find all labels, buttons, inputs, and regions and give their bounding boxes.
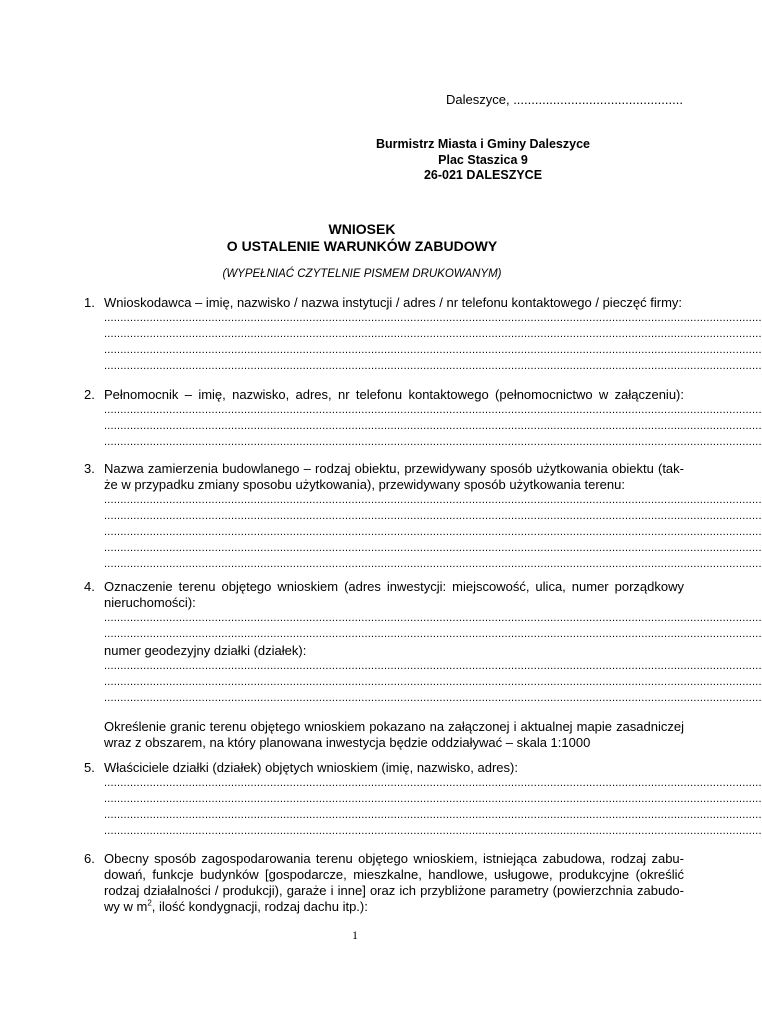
fill-line[interactable]: ..........................................................................................................................................................................................................	[104, 404, 762, 416]
fill-line[interactable]: ..........................................................................................................................................................................................................	[104, 494, 762, 506]
map-note-line: wraz z obszarem, na który planowana inwestycja będzie oddziaływać – skala 1:1000	[104, 735, 591, 750]
fill-line[interactable]: ..........................................................................................................................................................................................................	[104, 542, 762, 554]
fill-line[interactable]: ..........................................................................................................................................................................................................	[104, 628, 762, 640]
fill-line[interactable]: ..........................................................................................................................................................................................................	[104, 436, 762, 448]
fill-line[interactable]: ..........................................................................................................................................................................................................	[104, 510, 762, 522]
section-number: 5.	[84, 760, 95, 775]
section-5-owners	[84, 760, 762, 840]
fill-line[interactable]: ..........................................................................................................................................................................................................	[104, 312, 762, 324]
place-date-line: Daleszyce, ...............................................	[446, 92, 683, 107]
section-4-site	[84, 579, 762, 751]
fill-line[interactable]: ..........................................................................................................................................................................................................	[104, 825, 762, 837]
section-label-line: Oznaczenie terenu objętego wnioskiem (adres inwestycji: miejscowość, ulica, numer porządkowy	[104, 579, 684, 594]
section-label-line: wy w $m^2$, ilość kondygnacji, rodzaj dachu itp.):	[104, 898, 368, 914]
fill-line[interactable]: ..........................................................................................................................................................................................................	[104, 793, 762, 805]
fill-line[interactable]: ..........................................................................................................................................................................................................	[104, 660, 762, 672]
title-line-1: WNIOSEK	[328, 221, 396, 237]
fill-instruction: (WYPEŁNIAĆ CZYTELNIE PISMEM DRUKOWANYM)	[222, 268, 502, 280]
superscript-2: 2	[147, 898, 152, 908]
fill-line[interactable]: ..........................................................................................................................................................................................................	[104, 809, 762, 821]
fill-line[interactable]: ..........................................................................................................................................................................................................	[104, 777, 762, 789]
section-6-current-use	[84, 851, 684, 915]
section-number: 2.	[84, 387, 95, 402]
section-number: 6.	[84, 851, 95, 866]
title-line-2: O USTALENIE WARUNKÓW ZABUDOWY	[226, 238, 498, 254]
recipient-street: Plac Staszica 9	[438, 152, 528, 167]
fill-line[interactable]: ..........................................................................................................................................................................................................	[104, 612, 762, 624]
section-label-line: Nazwa zamierzenia budowlanego – rodzaj obiektu, przewidywany sposób użytkowania obiektu (tak-	[104, 461, 684, 476]
section-label-line: Obecny sposób zagospodarowania terenu objętego wnioskiem, istniejąca zabudowa, rodzaj zabu-	[104, 851, 684, 866]
section-label-line: że w przypadku zmiany sposobu użytkowania), przewidywany sposób użytkowania terenu:	[104, 477, 625, 492]
section-label-line: rodzaj działalności / produkcji), garaże i inne] oraz ich przybliżone parametry (powierzchnia zabudo-	[104, 883, 684, 898]
fill-line[interactable]: ..........................................................................................................................................................................................................	[104, 420, 762, 432]
fill-line[interactable]: ..........................................................................................................................................................................................................	[104, 558, 762, 570]
recipient-postal-city: 26-021 DALESZYCE	[423, 168, 543, 182]
section-1-applicant	[84, 295, 762, 375]
section-label: Wnioskodawca – imię, nazwisko / nazwa instytucji / adres / nr telefonu kontaktowego / pieczęć firmy:	[104, 295, 683, 310]
fill-line[interactable]: ..........................................................................................................................................................................................................	[104, 692, 762, 704]
recipient-address	[370, 137, 596, 184]
section-number: 4.	[84, 579, 95, 594]
section-number: 3.	[84, 461, 95, 476]
fill-line[interactable]: ..........................................................................................................................................................................................................	[104, 360, 762, 372]
section-number: 1.	[84, 295, 95, 310]
document-title	[120, 221, 604, 255]
map-note-line: Określenie granic terenu objętego wnioskiem pokazano na załączonej i aktualnej mapie zasadniczej	[104, 719, 684, 734]
fill-line[interactable]: ..........................................................................................................................................................................................................	[104, 526, 762, 538]
section-label: Pełnomocnik – imię, nazwisko, adres, nr telefonu kontaktowego (pełnomocnictwo w załączeniu):	[104, 387, 684, 402]
section-2-proxy	[84, 387, 762, 451]
fill-line[interactable]: ..........................................................................................................................................................................................................	[104, 344, 762, 356]
section-label: Właściciele działki (działek) objętych wnioskiem (imię, nazwisko, adres):	[104, 760, 518, 775]
section-3-project	[84, 461, 762, 573]
fill-line[interactable]: ..........................................................................................................................................................................................................	[104, 328, 762, 340]
recipient-office: Burmistrz Miasta i Gminy Daleszyce	[376, 137, 590, 151]
page-number: 1	[352, 928, 358, 942]
parcel-number-label: numer geodezyjny działki (działek):	[104, 643, 307, 658]
section-label-line: dowań, funkcje budynków [gospodarcze, mieszkalne, handlowe, usługowe, produkcyjne (określić	[104, 867, 684, 882]
fill-line[interactable]: ..........................................................................................................................................................................................................	[104, 676, 762, 688]
section-label-line: nieruchomości):	[104, 595, 196, 610]
